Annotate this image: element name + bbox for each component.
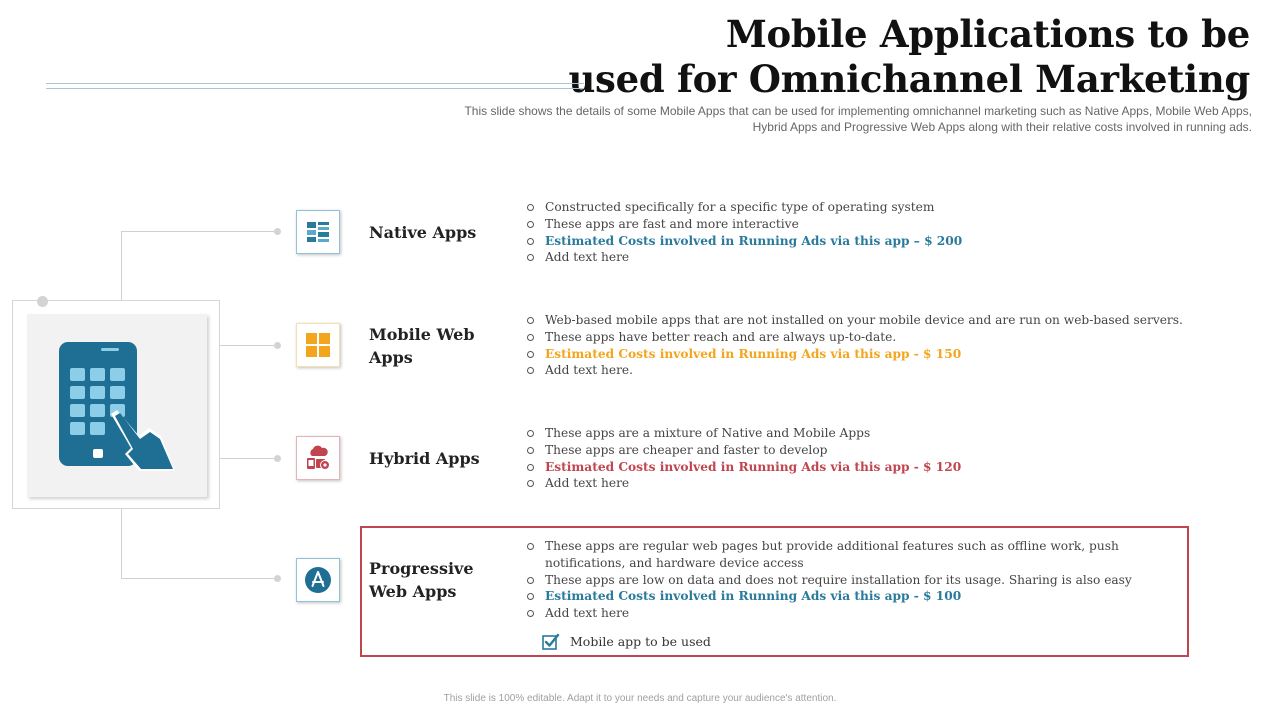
title-line-2: used for Omnichannel Marketing: [568, 57, 1250, 101]
bullet-item: These apps are regular web pages but provide additional features such as offline work, push notifications, and hardware device access: [526, 538, 1181, 572]
bullet-item: Constructed specifically for a specific type of operating system: [526, 199, 1166, 216]
app-grid-icon: [305, 220, 331, 244]
bullet-item: These apps are low on data and does not require installation for its usage. Sharing is also easy: [526, 572, 1181, 589]
cost-bullet-item: Estimated Costs involved in Running Ads via this app - $ 120: [526, 459, 1166, 476]
windows-tiles-icon: [306, 333, 330, 357]
row-title-line: Apps: [369, 348, 413, 367]
progressive-web-apps-icon-box: [296, 558, 340, 602]
bullet-item: Add text here: [526, 475, 1166, 492]
bullet-item: Add text here.: [526, 362, 1186, 379]
mobile-web-apps-icon-box: [296, 323, 340, 367]
bullet-item: These apps are cheaper and faster to develop: [526, 442, 1166, 459]
legend: [542, 633, 711, 650]
main-visual-dot: [37, 296, 48, 307]
connector-mobile-web: [220, 345, 278, 346]
slide-subtitle: [360, 103, 1252, 135]
cost-bullet-item: Estimated Costs involved in Running Ads via this app - $ 100: [526, 588, 1181, 605]
bullet-item: These apps are fast and more interactive: [526, 216, 1166, 233]
row-title-line: Web Apps: [369, 582, 457, 601]
main-visual-card: [12, 300, 220, 509]
app-store-icon: [304, 566, 332, 594]
tablet-touch-icon: [27, 314, 207, 497]
row-title-hybrid-apps: [369, 447, 480, 470]
legend-label: Mobile app to be used: [570, 634, 711, 649]
mobile-web-apps-bullets: [526, 312, 1186, 379]
connector-progressive: [121, 578, 278, 579]
connector-hybrid: [220, 458, 278, 459]
cloud-devices-icon: [305, 445, 331, 471]
hybrid-apps-bullets: [526, 425, 1166, 492]
subtitle-line-2: Hybrid Apps and Progressive Web Apps along with their relative costs involved in running ads.: [752, 120, 1252, 134]
row-title-mobile-web-apps: [369, 323, 475, 369]
row-title-line: Progressive: [369, 559, 474, 578]
hybrid-apps-icon-box: [296, 436, 340, 480]
native-apps-bullets: [526, 199, 1166, 266]
bullet-item: These apps are a mixture of Native and Mobile Apps: [526, 425, 1166, 442]
connector-dot: [274, 575, 281, 582]
connector-dot: [274, 455, 281, 462]
selected-app-highlight: [360, 526, 1189, 657]
row-title-line: Native Apps: [369, 223, 477, 242]
subtitle-line-1: This slide shows the details of some Mobile Apps that can be used for implementing omnichannel marketing such as Native Apps, Mobile Web Apps,: [464, 104, 1252, 118]
cost-bullet-item: Estimated Costs involved in Running Ads via this app – $ 200: [526, 233, 1166, 250]
bullet-item: Add text here: [526, 249, 1166, 266]
title-rule: [46, 83, 584, 89]
checkbox-checked-icon: [542, 633, 560, 650]
row-title-native-apps: [369, 221, 476, 244]
bullet-item: These apps have better reach and are always up-to-date.: [526, 329, 1186, 346]
footer-note: This slide is 100% editable. Adapt it to your needs and capture your audience's attention.: [443, 693, 837, 704]
main-visual-panel: [27, 314, 207, 497]
connector-dot: [274, 228, 281, 235]
title-line-1: Mobile Applications to be: [725, 12, 1250, 56]
cost-bullet-item: Estimated Costs involved in Running Ads via this app - $ 150: [526, 346, 1186, 363]
connector-dot: [274, 342, 281, 349]
native-apps-icon-box: [296, 210, 340, 254]
bullet-item: Web-based mobile apps that are not installed on your mobile device and are run on web-based servers.: [526, 312, 1186, 329]
connector-native: [121, 231, 278, 232]
row-title-line: Hybrid Apps: [369, 449, 480, 468]
slide-title: [560, 12, 1250, 102]
row-title-line: Mobile Web: [369, 325, 475, 344]
bullet-item: Add text here: [526, 605, 1181, 622]
